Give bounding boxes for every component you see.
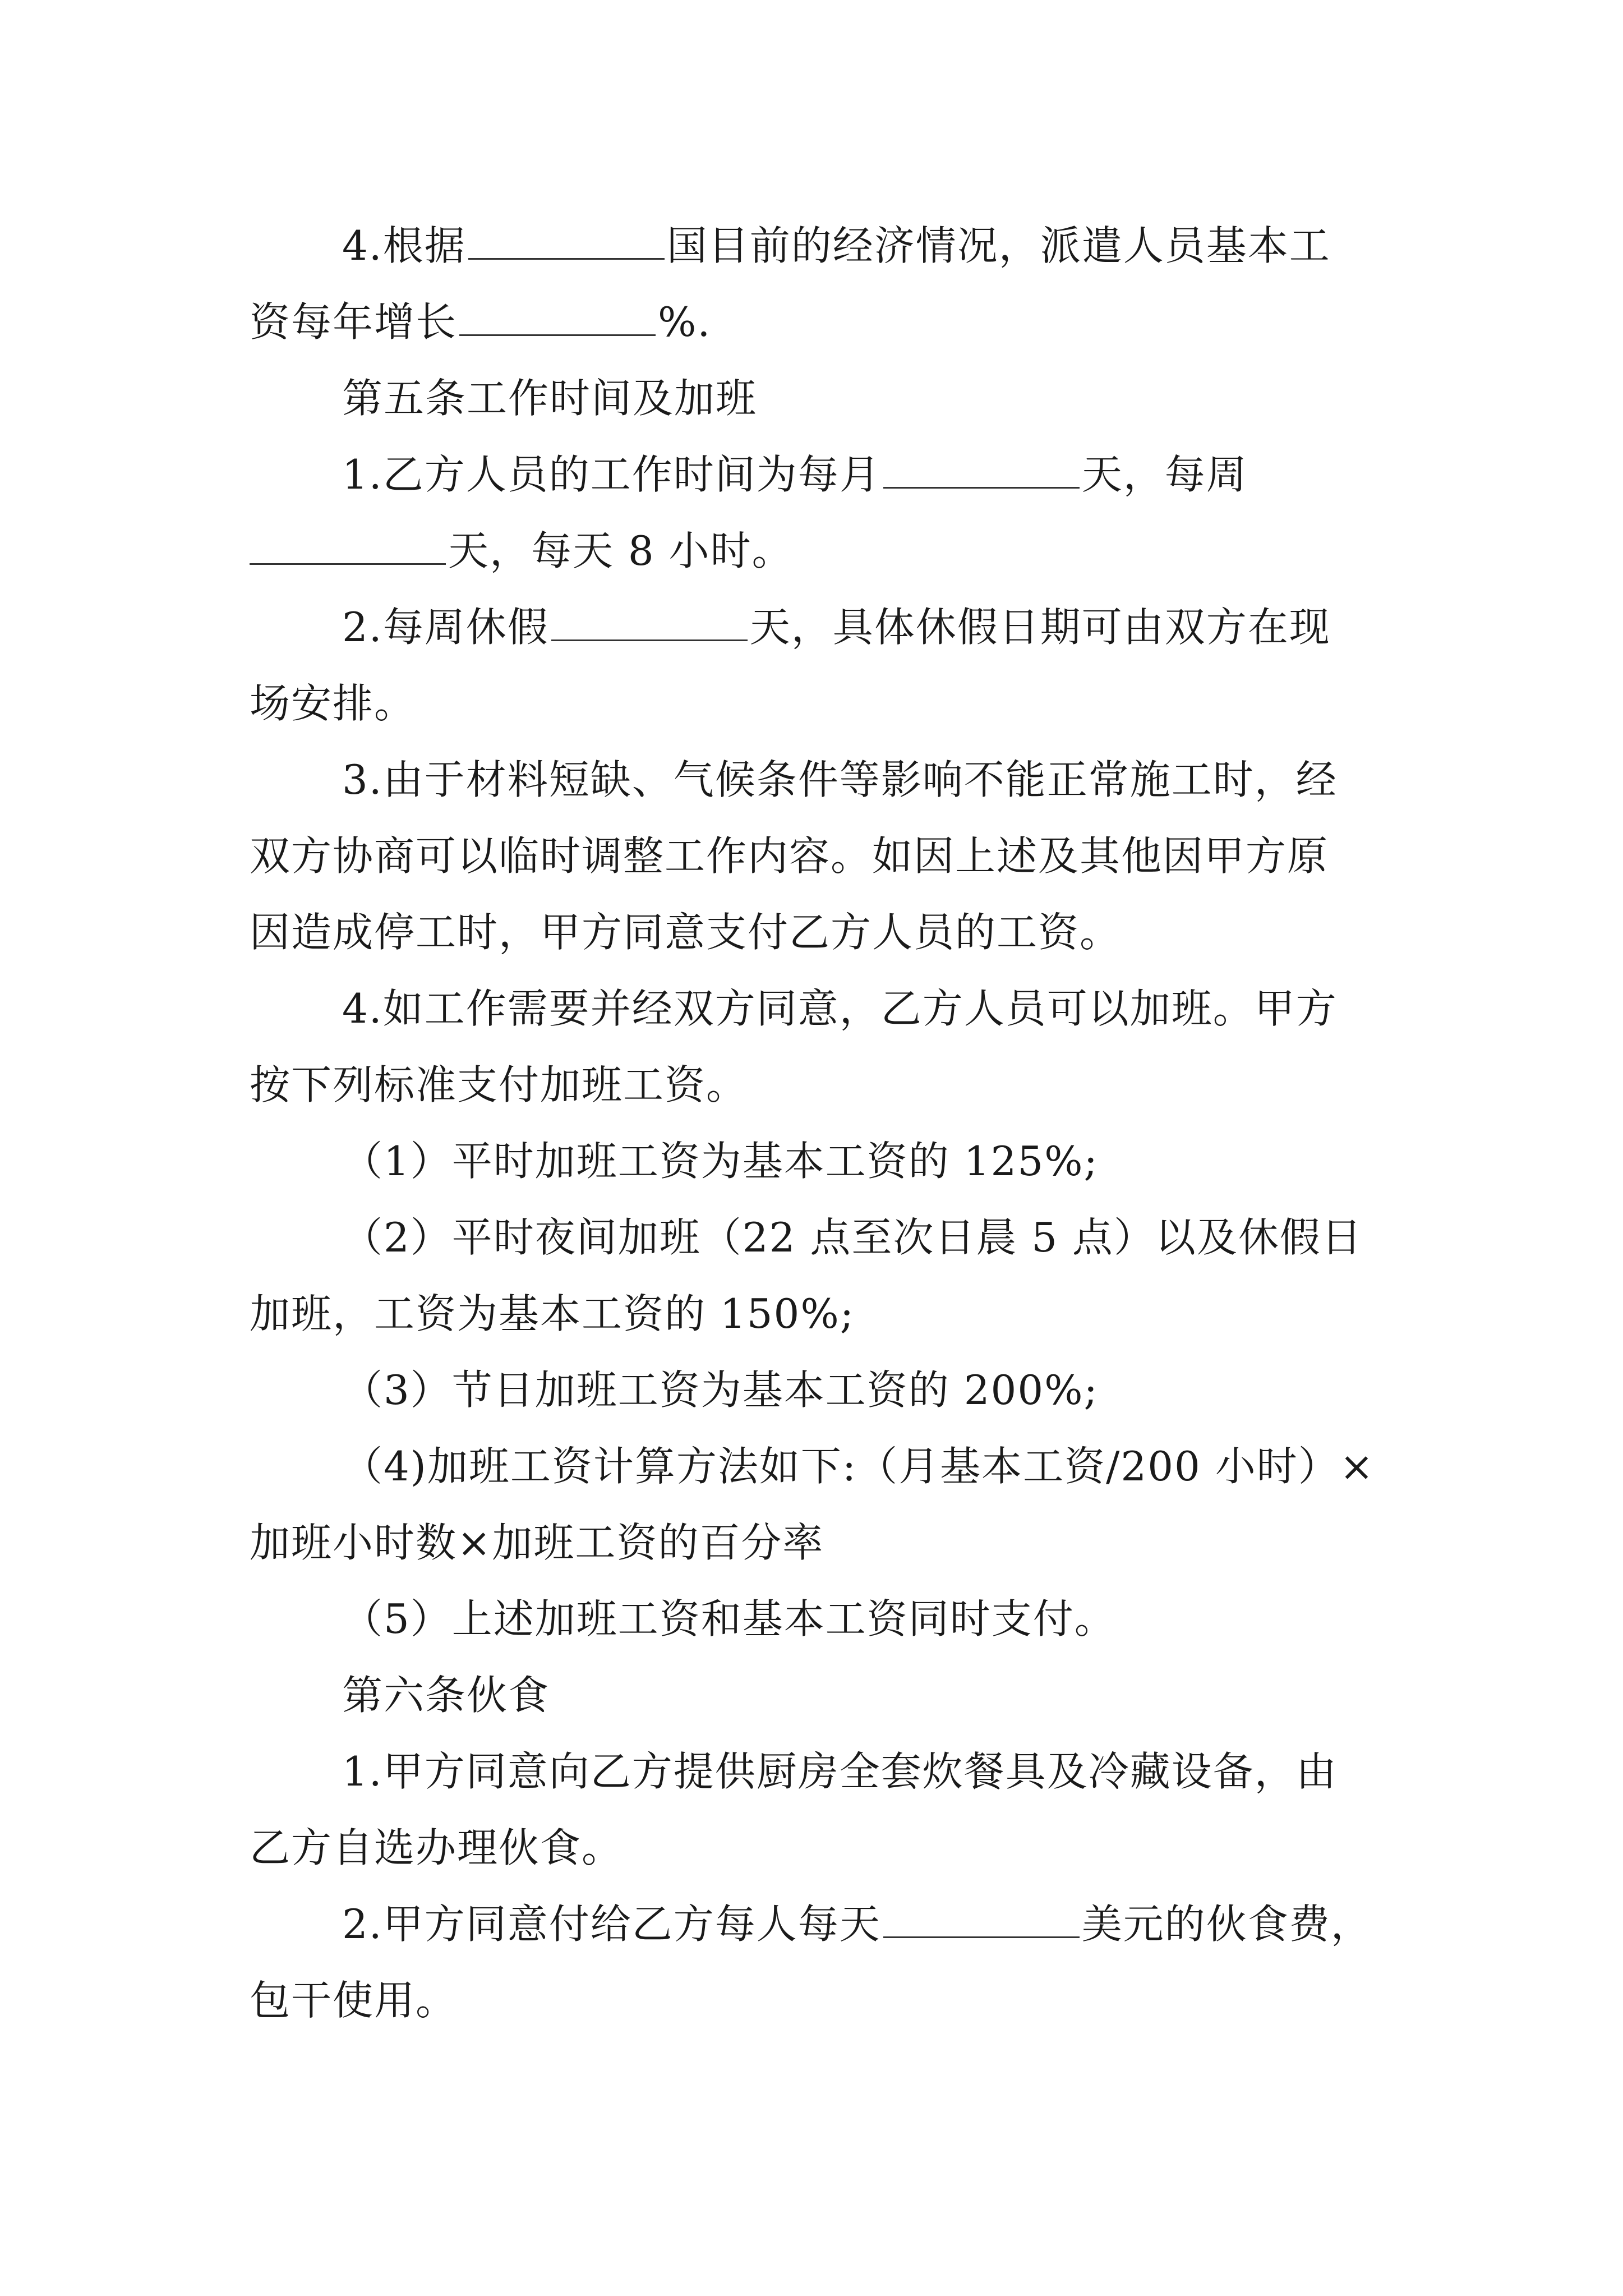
paragraph-line — [0, 1743, 1338, 1800]
text-segment: （2）平时夜间加班（22 点至次日晨 5 点）以及休假日 — [342, 1214, 1363, 1261]
paragraph-line — [0, 752, 1338, 808]
text-segment: 1.甲方同意向乙方提供厨房全套炊餐具及冷藏设备，由 — [342, 1748, 1338, 1795]
text-segment: 4.如工作需要并经双方同意，乙方人员可以加班。甲方 — [342, 985, 1338, 1032]
fill-blank — [468, 224, 665, 260]
fill-blank — [883, 1903, 1080, 1938]
text-segment: 1.乙方人员的工作时间为每月 — [342, 451, 881, 498]
text-segment: %. — [658, 298, 712, 346]
paragraph-line — [0, 599, 1331, 655]
text-segment: 乙方自选办理伙食。 — [250, 1824, 624, 1871]
paragraph-line — [0, 675, 416, 731]
paragraph-line — [0, 981, 1338, 1037]
paragraph-line — [0, 1057, 748, 1113]
paragraph-line — [0, 1972, 457, 2028]
fill-blank — [250, 530, 446, 565]
text-segment: 因造成停工时，甲方同意支付乙方人员的工资。 — [250, 909, 1122, 956]
paragraph-line — [0, 1896, 1372, 1952]
text-segment: 2.每周休假 — [342, 604, 549, 651]
text-segment: 包干使用。 — [250, 1977, 458, 2024]
list-item — [0, 1591, 1116, 1647]
text-segment: 第五条工作时间及加班 — [342, 375, 758, 422]
text-segment: （3）节日加班工资为基本工资的 200%; — [342, 1366, 1099, 1414]
text-segment: 天，每天 8 小时。 — [448, 527, 794, 574]
text-segment: 天，具体休假日期可由双方在现 — [749, 604, 1331, 651]
text-segment: 美元的伙食费， — [1081, 1901, 1372, 1948]
section-heading — [0, 1667, 550, 1723]
paragraph-line — [0, 447, 1248, 503]
paragraph-line — [0, 828, 1329, 884]
list-item — [0, 1438, 1375, 1494]
text-segment: 天，每周 — [1081, 451, 1248, 498]
list-item — [0, 1362, 1099, 1418]
text-segment: 国目前的经济情况，派遣人员基本工 — [666, 222, 1331, 269]
text-segment: 加班小时数×加班工资的百分率 — [250, 1519, 824, 1566]
paragraph-line — [0, 904, 1121, 960]
paragraph-line — [0, 294, 711, 350]
text-segment: 加班，工资为基本工资的 150%; — [250, 1290, 855, 1337]
paragraph-line — [0, 218, 1331, 274]
text-segment: 2.甲方同意付给乙方每人每天 — [342, 1901, 881, 1948]
list-item — [0, 1209, 1363, 1266]
text-segment: （4)加班工资计算方法如下:（月基本工资/200 小时）× — [342, 1443, 1375, 1490]
text-segment: 资每年增长 — [250, 298, 458, 346]
text-segment: 第六条伙食 — [342, 1672, 550, 1719]
paragraph-line — [0, 1515, 824, 1571]
text-segment: 按下列标准支付加班工资。 — [250, 1061, 748, 1108]
text-segment: 场安排。 — [250, 680, 416, 727]
list-item — [0, 1133, 1099, 1189]
text-segment: （1）平时加班工资为基本工资的 125%; — [342, 1138, 1099, 1185]
fill-blank — [551, 606, 748, 641]
text-segment: 3.由于材料短缺、气候条件等影响不能正常施工时，经 — [342, 756, 1338, 803]
text-segment: （5）上述加班工资和基本工资同时支付。 — [342, 1595, 1116, 1642]
text-segment: 4.根据 — [342, 222, 466, 269]
paragraph-line — [0, 523, 794, 579]
fill-blank — [459, 301, 656, 336]
paragraph-line — [0, 1286, 855, 1342]
text-segment: 双方协商可以临时调整工作内容。如因上述及其他因甲方原 — [250, 832, 1329, 880]
fill-blank — [883, 453, 1080, 489]
section-heading — [0, 370, 757, 426]
paragraph-line — [0, 1820, 623, 1876]
